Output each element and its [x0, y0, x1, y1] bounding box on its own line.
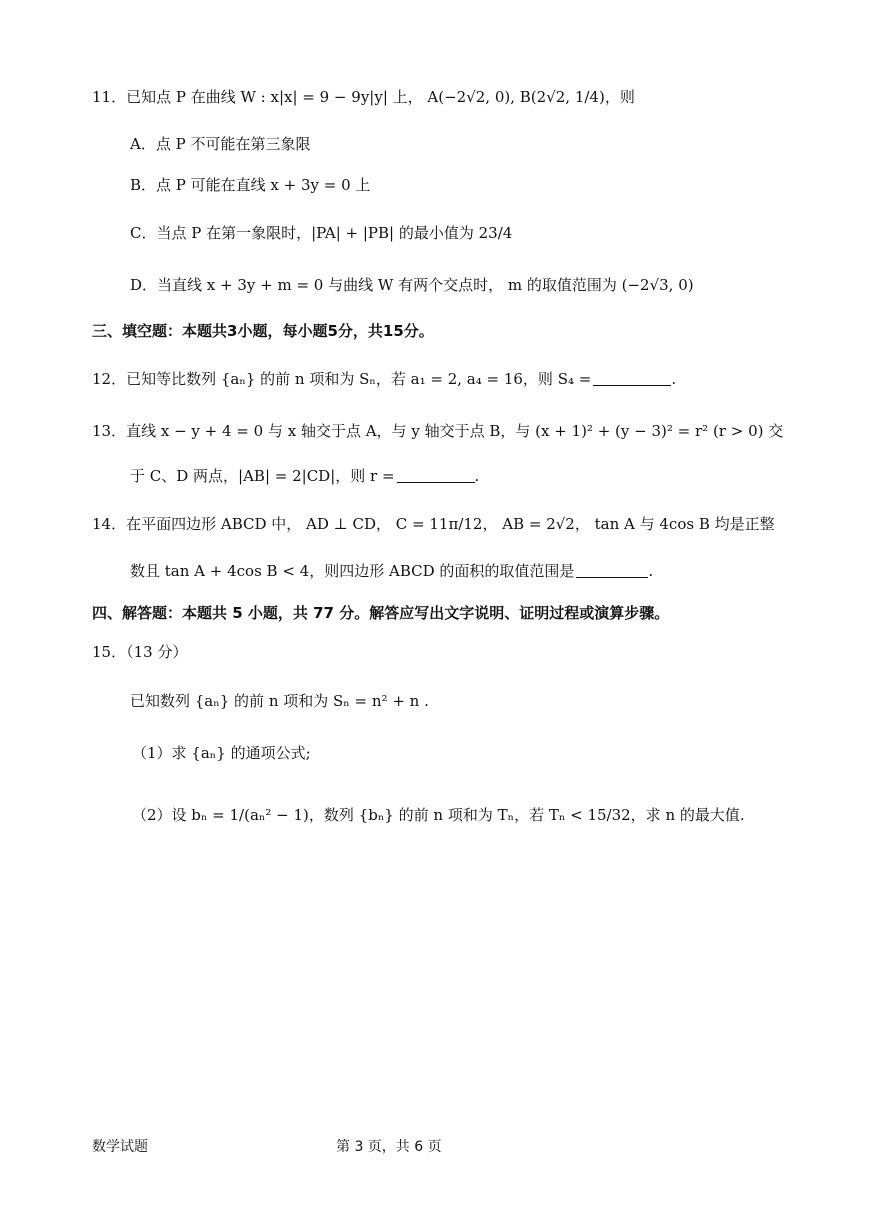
question-11-stem: 11．已知点 P 在曲线 W : x|x| = 9 − 9y|y| 上， A(−2√2, 0), B(2√2, 1/4)，则 — [92, 88, 635, 106]
answer-blank — [576, 563, 648, 578]
section-4-heading: 四、解答题：本题共 5 小题，共 77 分。解答应写出文字说明、证明过程或演算步骤。 — [92, 604, 670, 622]
question-11-option-d: D．当直线 x + 3y + m = 0 与曲线 W 有两个交点时， m 的取值范围为 (−2√3, 0) — [130, 276, 694, 294]
question-13-end: . — [474, 467, 480, 485]
answer-blank — [397, 468, 475, 483]
question-14-text: 数且 tan A + 4cos B < 4，则四边形 ABCD 的面积的取值范围是 — [130, 562, 575, 580]
question-13-line-2 — [130, 465, 479, 487]
section-3-heading: 三、填空题：本题共3小题，每小题5分，共15分。 — [92, 322, 434, 340]
question-14-line-2 — [130, 560, 653, 582]
question-13-text: 于 C、D 两点，|AB| = 2|CD|，则 r = — [130, 467, 395, 485]
question-15-stem: 已知数列 {aₙ} 的前 n 项和为 Sₙ = n² + n . — [130, 692, 429, 710]
question-11-option-c: C．当点 P 在第一象限时，|PA| + |PB| 的最小值为 23/4 — [130, 224, 513, 242]
question-14-line-1: 14．在平面四边形 ABCD 中， AD ⊥ CD， C = 11π/12， AB = 2√2， tan A 与 4cos B 均是正整 — [92, 515, 775, 533]
question-12-text: 12．已知等比数列 {aₙ} 的前 n 项和为 Sₙ，若 a₁ = 2, a₄ = 16，则 S₄ = — [92, 370, 592, 388]
question-11-option-a: A．点 P 不可能在第三象限 — [130, 135, 311, 153]
footer-page-number: 第 3 页，共 6 页 — [336, 1139, 442, 1155]
question-11-option-b: B．点 P 可能在直线 x + 3y = 0 上 — [130, 176, 371, 194]
question-13-line-1: 13．直线 x − y + 4 = 0 与 x 轴交于点 A，与 y 轴交于点 B，与 (x + 1)² + (y − 3)² = r² (r > 0) 交 — [92, 422, 784, 440]
answer-blank — [593, 371, 671, 386]
question-15-part-1: （1）求 {aₙ} 的通项公式; — [132, 744, 311, 762]
question-12-end: . — [671, 370, 677, 388]
footer-subject: 数学试题 — [92, 1139, 148, 1155]
question-12 — [92, 368, 676, 390]
question-15-title: 15．（13 分） — [92, 643, 188, 661]
question-15-part-2: （2）设 bₙ = 1/(aₙ² − 1)，数列 {bₙ} 的前 n 项和为 Tₙ，若 Tₙ < 15/32，求 n 的最大值. — [132, 806, 745, 824]
question-14-end: . — [648, 562, 654, 580]
